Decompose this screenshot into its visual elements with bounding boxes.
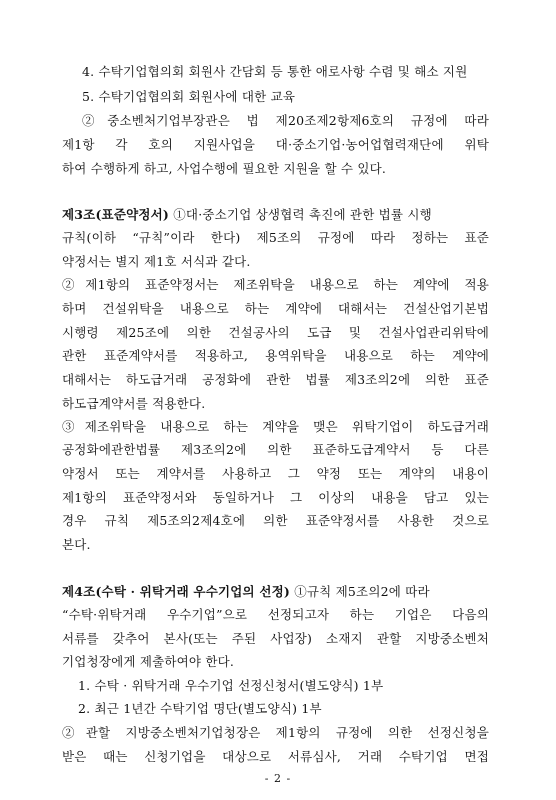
paragraph-line: 하며 건설위탁을 내용으로 하는 계약에 대해서는 건설산업기본법 — [62, 301, 489, 316]
paragraph-line: 하여 수행하게 하고, 사업수행에 필요한 지원을 할 수 있다. — [62, 161, 387, 176]
paragraph-line: 제1항 각 호의 지원사업을 대·중소기업·농어업협력재단에 위탁 — [62, 137, 489, 152]
paragraph-line: 기업청장에게 제출하여야 한다. — [62, 654, 235, 669]
article-4-line1-text: ①규칙 제5조의2에 따라 — [290, 584, 430, 599]
paragraph-line: 본다. — [62, 537, 91, 552]
paragraph-line: 서류를 갖추어 본사(또는 주된 사업장) 소재지 관할 지방중소벤처 — [62, 631, 489, 646]
list-item-1: 1. 수탁 · 위탁거래 우수기업 선정신청서(별도양식) 1부 — [78, 678, 384, 693]
paragraph-line: 하도급계약서를 적용한다. — [62, 396, 206, 411]
paragraph-line: ②관할 지방중소벤처기업청장은 제1항의 규정에 의한 선정신청을 — [62, 725, 489, 740]
paragraph-line: ③제조위탁을 내용으로 하는 계약을 맺은 위탁기업이 하도급거래 — [62, 419, 489, 434]
paragraph-line: 관한 표준계약서를 적용하고, 용역위탁을 내용으로 하는 계약에 — [62, 348, 489, 363]
paragraph-line: 대해서는 하도급거래 공정화에 관한 법률 제3조의2에 의한 표준 — [62, 372, 489, 387]
paragraph-line: 규칙(이하 “규칙”이라 한다) 제5조의 규정에 따라 정하는 표준 — [62, 230, 489, 245]
article-4-heading: 제4조(수탁 · 위탁거래 우수기업의 선정) — [62, 584, 291, 599]
page-number: - 2 - — [264, 772, 292, 785]
paragraph-line: 제1항의 표준약정서와 동일하거나 그 이상의 내용을 담고 있는 — [62, 490, 489, 505]
paragraph-line: 약정서는 별지 제1호 서식과 같다. — [62, 254, 251, 269]
paragraph-line: 경우 규칙 제5조의2제4호에 의한 표준약정서를 사용한 것으로 — [62, 513, 489, 528]
paragraph-line: 약정서 또는 계약서를 사용하고 그 약정 또는 계약의 내용이 — [62, 466, 489, 481]
article-4-first-line — [62, 583, 430, 601]
article-3-line1-text: ①대·중소기업 상생협력 촉진에 관한 법률 시행 — [169, 207, 432, 222]
list-item-2: 2. 최근 1년간 수탁기업 명단(별도양식) 1부 — [78, 701, 322, 716]
list-item-5: 5. 수탁기업협의회 회원사에 대한 교육 — [82, 89, 296, 104]
paragraph-line: “수탁·위탁거래 우수기업”으로 선정되고자 하는 기업은 다음의 — [62, 607, 489, 622]
paragraph-line: 시행령 제25조에 의한 건설공사의 도급 및 건설사업관리위탁에 — [62, 325, 489, 340]
paragraph-line: 공정화에관한법률 제3조의2에 의한 표준하도급계약서 등 다른 — [62, 442, 489, 457]
paragraph-line: ②중소벤처기업부장관은 법 제20조제2항제6호의 규정에 따라 — [82, 113, 489, 128]
article-3-first-line — [62, 206, 432, 224]
paragraph-line: 받은 때는 신청기업을 대상으로 서류심사, 거래 수탁기업 면접 — [62, 749, 489, 764]
article-3-heading: 제3조(표준약정서) — [62, 207, 170, 222]
list-item-4: 4. 수탁기업협의회 회원사 간담회 등 통한 애로사항 수렴 및 해소 지원 — [82, 64, 468, 79]
paragraph-line: ②제1항의 표준약정서는 제조위탁을 내용으로 하는 계약에 적용 — [62, 277, 489, 292]
